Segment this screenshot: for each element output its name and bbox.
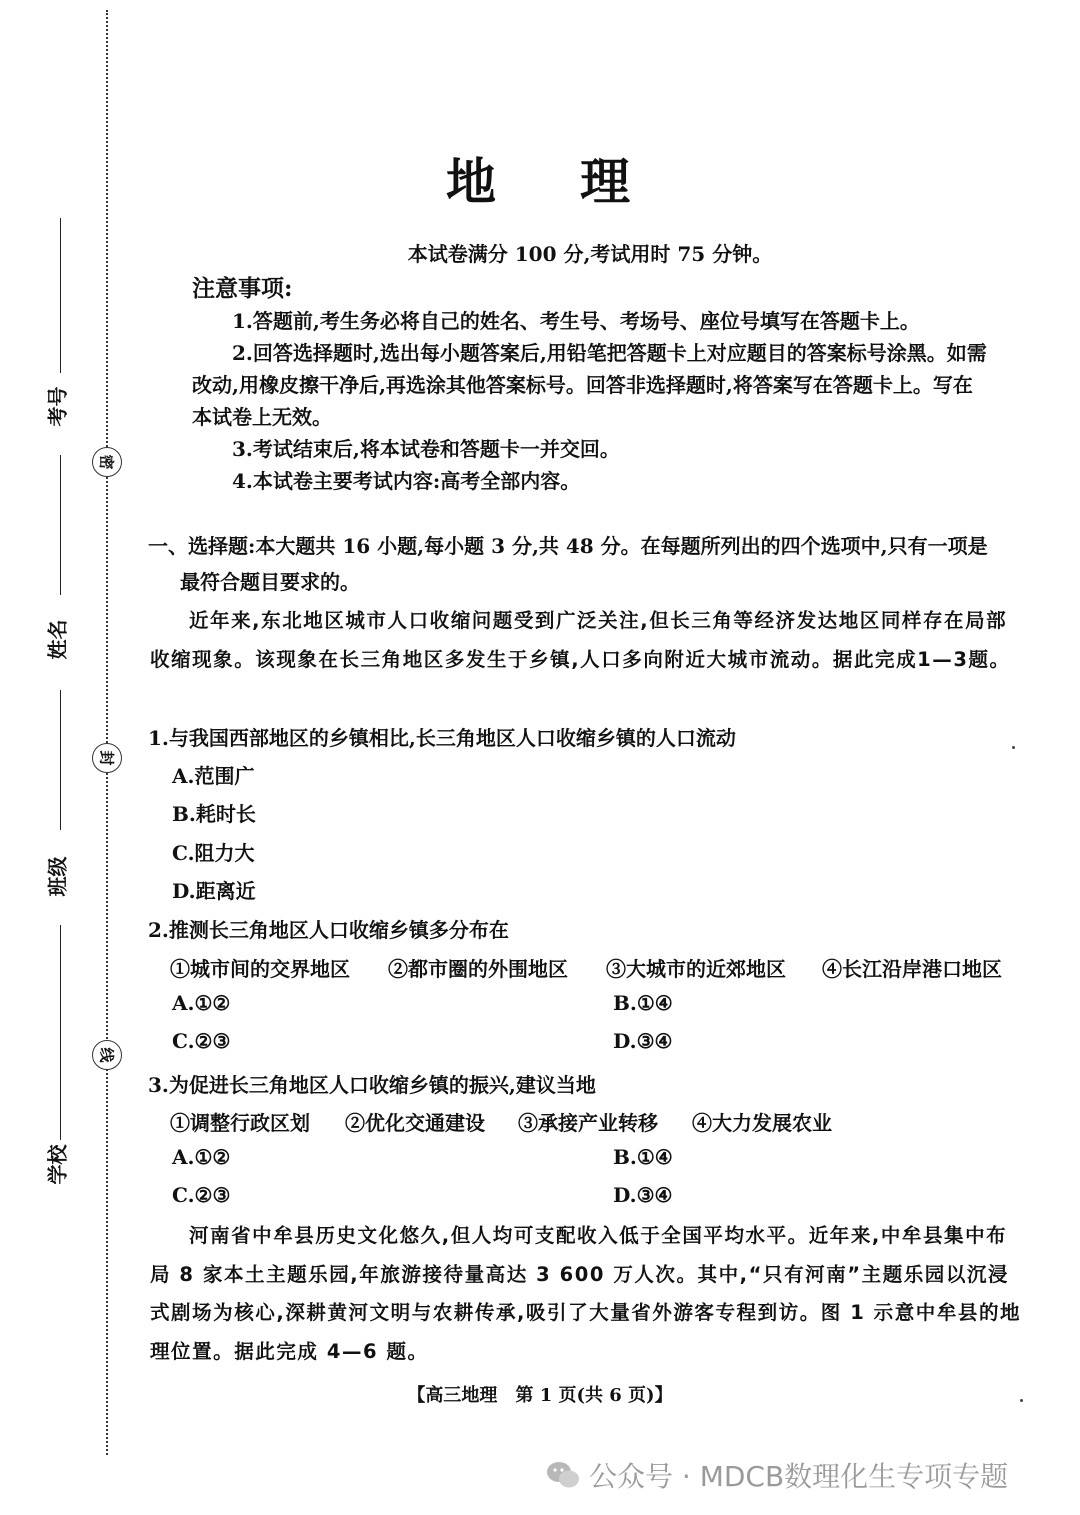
note-item: 1.答题前,考生务必将自己的姓名、考生号、考场号、座位号填写在答题卡上。 bbox=[232, 309, 920, 333]
q3-item: ①调整行政区划 bbox=[170, 1111, 310, 1135]
q2-item: ①城市间的交界地区 bbox=[170, 957, 350, 981]
page-footer: 【高三地理 第 1 页(共 6 页)】 bbox=[407, 1385, 673, 1406]
title-right-char: 理 bbox=[580, 152, 634, 211]
scan-speck bbox=[1012, 746, 1015, 749]
q1-option-d: D.距离近 bbox=[172, 879, 256, 903]
scan-speck bbox=[1020, 1399, 1023, 1402]
q2-item: ②都市圈的外围地区 bbox=[388, 957, 568, 981]
q2-stem: 2.推测长三角地区人口收缩乡镇多分布在 bbox=[148, 918, 509, 942]
notes-heading: 注意事项: bbox=[192, 275, 293, 302]
q2-option-d: D.③④ bbox=[613, 1029, 673, 1053]
title-left-char: 地 bbox=[446, 152, 500, 211]
q1-option-a: A.范围广 bbox=[172, 764, 255, 788]
q3-item: ④大力发展农业 bbox=[692, 1111, 832, 1135]
name-line bbox=[60, 455, 61, 595]
q3-item: ②优化交通建设 bbox=[345, 1111, 485, 1135]
note-item: 4.本试卷主要考试内容:高考全部内容。 bbox=[232, 469, 581, 493]
q1-option-b: B.耗时长 bbox=[172, 802, 256, 826]
q2-option-a: A.①② bbox=[172, 991, 231, 1015]
watermark bbox=[545, 1455, 1008, 1497]
q3-option-b: B.①④ bbox=[613, 1145, 673, 1169]
passage-1: 近年来,东北地区城市人口收缩问题受到广泛关注,但长三角等经济发达地区同样存在局部收缩现象。该现象在长三角地区多发生于乡镇,人口多向附近大城市流动。据此完成1—3题。 bbox=[150, 609, 1011, 671]
school-label: 学校 bbox=[45, 1144, 70, 1185]
note-item: 2.回答选择题时,选出每小题答案后,用铅笔把答题卡上对应题目的答案标号涂黑。如需改动,用橡皮擦干净后,再选涂其他答案标号。回答非选择题时,将答案写在答题卡上。写在本试卷上无效。 bbox=[192, 341, 987, 429]
exam-number-label: 考号 bbox=[45, 386, 70, 427]
binding-dotted-line bbox=[106, 10, 108, 1455]
section-heading bbox=[148, 528, 1038, 600]
seal-mark-xian: 线 bbox=[92, 1040, 122, 1070]
section-heading-line1: 一、选择题:本大题共 16 小题,每小题 3 分,共 48 分。在每题所列出的四个选项中,只有一项是 bbox=[148, 534, 988, 558]
class-label: 班级 bbox=[45, 856, 70, 897]
section-heading-line2: 最符合题目要求的。 bbox=[180, 570, 360, 594]
q2-option-b: B.①④ bbox=[613, 991, 673, 1015]
note-item: 3.考试结束后,将本试卷和答题卡一并交回。 bbox=[232, 437, 620, 461]
seal-mark-feng: 封 bbox=[92, 743, 122, 773]
name-label: 姓名 bbox=[45, 619, 70, 660]
q3-item: ③承接产业转移 bbox=[518, 1111, 658, 1135]
notes-list bbox=[192, 305, 992, 497]
q2-item: ④长江沿岸港口地区 bbox=[822, 957, 1002, 981]
q2-option-c: C.②③ bbox=[172, 1029, 231, 1053]
q1-stem: 1.与我国西部地区的乡镇相比,长三角地区人口收缩乡镇的人口流动 bbox=[148, 726, 736, 750]
q3-option-a: A.①② bbox=[172, 1145, 231, 1169]
wechat-icon bbox=[545, 1460, 581, 1497]
q2-item: ③大城市的近郊地区 bbox=[606, 957, 786, 981]
q1-option-c: C.阻力大 bbox=[172, 841, 255, 865]
page-title bbox=[0, 142, 1080, 214]
class-line bbox=[60, 690, 61, 830]
watermark-text: 公众号 · MDCB数理化生专项专题 bbox=[589, 1460, 1009, 1493]
school-line bbox=[60, 925, 61, 1140]
seal-mark-mi: 密 bbox=[92, 447, 122, 477]
passage-2: 河南省中牟县历史文化悠久,但人均可支配收入低于全国平均水平。近年来,中牟县集中布局 8 家本土主题乐园,年旅游接待量高达 3 600 万人次。其中,“只有河南”主题乐园以沉浸式剧场为核心,深耕黄河文明与农耕传承,吸引了大量省外游客专程到访。图 1 示意中牟县的地理位置。据此完成 4—6 题。 bbox=[150, 1224, 1022, 1363]
q3-stem: 3.为促进长三角地区人口收缩乡镇的振兴,建议当地 bbox=[148, 1073, 596, 1097]
q3-option-c: C.②③ bbox=[172, 1183, 231, 1207]
q3-option-d: D.③④ bbox=[613, 1183, 673, 1207]
exam-info: 本试卷满分 100 分,考试用时 75 分钟。 bbox=[407, 242, 773, 266]
